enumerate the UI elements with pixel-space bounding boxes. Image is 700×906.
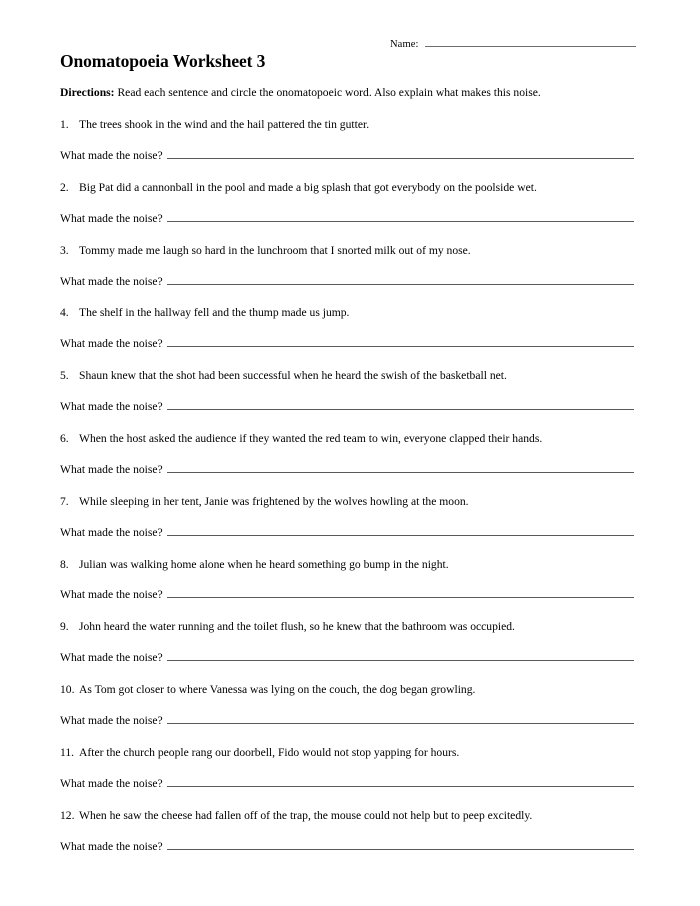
answer-row [60, 275, 634, 288]
answer-write-line[interactable] [167, 400, 634, 410]
answer-write-line[interactable] [167, 337, 634, 347]
question-sentence: Julian was walking home alone when he heard something go bump in the night. [79, 557, 449, 571]
answer-row [60, 588, 634, 601]
answer-prompt-label: What made the noise? [60, 776, 163, 790]
answer-row [60, 149, 634, 162]
question-block [60, 809, 636, 872]
answer-prompt-label: What made the noise? [60, 337, 163, 351]
question-sentence: John heard the water running and the toilet flush, so he knew that the bathroom was occupied. [79, 620, 515, 634]
answer-prompt-label: What made the noise? [60, 462, 163, 476]
question-sentence: Tommy made me laugh so hard in the lunchroom that I snorted milk out of my nose. [79, 243, 471, 257]
question-sentence: While sleeping in her tent, Janie was frightened by the wolves howling at the moon. [79, 494, 469, 508]
answer-write-line[interactable] [167, 212, 634, 222]
question-sentence: When he saw the cheese had fallen off of the trap, the mouse could not help but to peep excitedly. [79, 808, 533, 822]
name-label: Name: [390, 39, 419, 50]
question-block [60, 746, 636, 809]
question-number: 9. [60, 620, 69, 634]
question-sentence: After the church people rang our doorbell, Fido would not stop yapping for hours. [79, 745, 460, 759]
questions-list [60, 118, 636, 872]
question-number: 5. [60, 369, 69, 383]
question-block [60, 244, 636, 307]
name-write-line[interactable] [425, 36, 637, 47]
answer-prompt-label: What made the noise? [60, 148, 163, 162]
answer-prompt-label: What made the noise? [60, 588, 163, 602]
answer-prompt-label: What made the noise? [60, 651, 163, 665]
question-sentence: The trees shook in the wind and the hail pattered the tin gutter. [79, 118, 370, 131]
answer-write-line[interactable] [167, 651, 634, 661]
question-number: 6. [60, 431, 69, 445]
answer-write-line[interactable] [167, 588, 634, 598]
question-sentence: The shelf in the hallway fell and the thump made us jump. [79, 306, 350, 320]
answer-prompt-label: What made the noise? [60, 714, 163, 728]
question-text-row [60, 620, 636, 634]
question-block [60, 306, 636, 369]
question-block [60, 118, 636, 181]
question-number: 10. [60, 683, 75, 697]
question-text-row [60, 432, 636, 446]
question-number: 12. [60, 808, 75, 822]
answer-prompt-label: What made the noise? [60, 839, 163, 853]
question-block [60, 495, 636, 558]
question-number: 3. [60, 243, 69, 257]
question-text-row [60, 809, 636, 823]
question-number: 8. [60, 557, 69, 571]
question-text-row [60, 495, 636, 509]
answer-prompt-label: What made the noise? [60, 525, 163, 539]
answer-write-line[interactable] [167, 149, 634, 159]
question-text-row [60, 369, 636, 383]
question-number: 1. [60, 118, 69, 131]
question-text-row [60, 746, 636, 760]
question-sentence: Shaun knew that the shot had been successful when he heard the swish of the basketball net. [79, 369, 507, 383]
question-text-row [60, 244, 636, 258]
answer-prompt-label: What made the noise? [60, 211, 163, 225]
answer-row [60, 463, 634, 476]
question-text-row [60, 181, 636, 195]
question-text-row [60, 683, 636, 697]
question-block [60, 683, 636, 746]
answer-write-line[interactable] [167, 840, 634, 850]
answer-prompt-label: What made the noise? [60, 400, 163, 414]
question-block [60, 369, 636, 432]
answer-write-line[interactable] [167, 526, 634, 536]
answer-row [60, 840, 634, 853]
question-text-row [60, 558, 636, 572]
question-block [60, 432, 636, 495]
question-number: 11. [60, 745, 75, 759]
question-sentence: When the host asked the audience if they wanted the red team to win, everyone clapped their hands. [79, 431, 543, 445]
question-number: 4. [60, 306, 69, 320]
directions [60, 86, 640, 100]
answer-row [60, 400, 634, 413]
answer-row [60, 777, 634, 790]
answer-row [60, 526, 634, 539]
answer-row [60, 337, 634, 350]
question-sentence: Big Pat did a cannonball in the pool and made a big splash that got everybody on the poolside wet. [79, 180, 537, 194]
answer-write-line[interactable] [167, 714, 634, 724]
question-number: 2. [60, 180, 69, 194]
question-sentence: As Tom got closer to where Vanessa was lying on the couch, the dog began growling. [79, 683, 476, 697]
answer-row [60, 714, 634, 727]
page-title: Onomatopoeia Worksheet 3 [60, 51, 266, 71]
name-field[interactable] [390, 36, 636, 50]
question-block [60, 558, 636, 621]
answer-write-line[interactable] [167, 463, 634, 473]
question-number: 7. [60, 494, 69, 508]
question-block [60, 620, 636, 683]
question-block [60, 181, 636, 244]
answer-write-line[interactable] [167, 275, 634, 285]
question-text-row [60, 306, 636, 320]
answer-prompt-label: What made the noise? [60, 274, 163, 288]
question-text-row [60, 118, 636, 132]
answer-row [60, 212, 634, 225]
answer-write-line[interactable] [167, 777, 634, 787]
directions-text: Read each sentence and circle the onomatopoeic word. Also explain what makes this noise. [117, 86, 541, 99]
directions-label: Directions: [60, 86, 115, 99]
answer-row [60, 651, 634, 664]
